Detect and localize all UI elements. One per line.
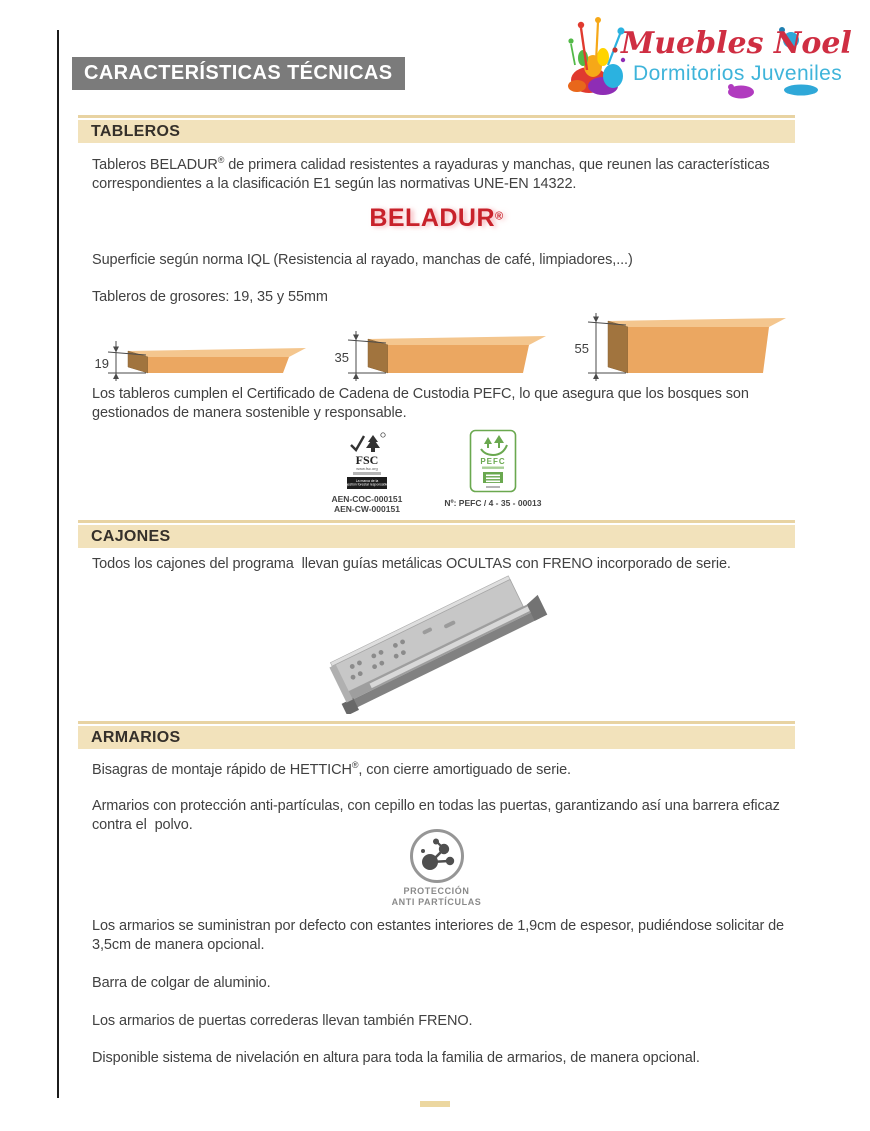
svg-text:PEFC: PEFC	[480, 456, 506, 466]
dimension-label-35: 35	[334, 349, 349, 365]
paragraph-sliding-doors: Los armarios de puertas correderas llevan también FRENO.	[92, 1012, 473, 1029]
paragraph-tableros-intro	[92, 151, 795, 194]
section-heading-armarios: ARMARIOS	[78, 726, 795, 749]
paragraph-particles: Armarios con protección anti-partículas, con cepillo en todas las puertas, garantizando así una barrera eficaz contra el polvo.	[92, 797, 784, 833]
paragraph-thickness: Tableros de grosores: 19, 35 y 55mm	[92, 288, 328, 305]
hettich-registered-mark: ®	[351, 759, 359, 770]
section-cajones-header	[78, 520, 795, 548]
pefc-logo	[444, 429, 541, 514]
fsc-caption-line2: AEN-CW-000151	[333, 503, 400, 514]
anti-particles-label	[392, 886, 482, 908]
drawer-slide-image	[317, 574, 557, 714]
svg-text:gestión forestal responsable: gestión forestal responsable	[345, 482, 389, 487]
dimension-label-19: 19	[94, 355, 109, 371]
certification-logos	[78, 429, 795, 514]
paragraph-hang-bar: Barra de colgar de aluminio.	[92, 974, 271, 991]
hinges-text-rest: , con cierre amortiguado de serie.	[358, 761, 571, 778]
hinges-text: Bisagras de montaje rápido de HETTICH	[92, 761, 352, 778]
board-35-image	[324, 307, 549, 383]
paragraph-cajones: Todos los cajones del programa llevan guías metálicas OCULTAS con FRENO incorporado de serie.	[92, 555, 731, 572]
board-diagrams	[78, 307, 795, 383]
paragraph-shelves: Los armarios se suministran por defecto con estantes interiores de 1,9cm de espesor, pudiéndose solicitar de 3,5cm de manera opcional.	[92, 917, 788, 953]
intro-text-rest: de primera calidad resistentes a rayaduras y manchas, que reunen las características correspondientes a la clasificación E1 según las normativas UNE-EN 14322.	[92, 156, 774, 192]
svg-text:www.fsc.org: www.fsc.org	[356, 465, 378, 471]
drawer-slide-figure	[78, 574, 795, 714]
paragraph-hinges	[92, 756, 795, 780]
beladur-wordmark: BELADUR	[369, 203, 496, 232]
section-rule	[78, 520, 795, 523]
svg-text:FSC: FSC	[355, 452, 379, 467]
dimension-label-55: 55	[574, 340, 589, 356]
anti-particles-badge	[78, 829, 795, 909]
intro-text: Tableros BELADUR	[92, 156, 218, 173]
paragraph-surface: Superficie según norma IQL (Resistencia al rayado, manchas de café, limpiadores,...)	[92, 251, 633, 268]
pefc-caption: Nº: PEFC / 4 - 35 - 00013	[444, 497, 542, 508]
left-margin-rule	[57, 30, 59, 1098]
footer-page-marker	[420, 1101, 450, 1107]
page-title: CARACTERÍSTICAS TÉCNICAS	[72, 57, 405, 90]
paragraph-leveling: Disponible sistema de nivelación en altura para toda la familia de armarios, de manera opcional.	[92, 1049, 700, 1066]
content-column	[78, 115, 795, 1068]
logo-name: Muebles Noel	[621, 26, 852, 61]
logo-subtitle: Dormitorios Juveniles	[633, 62, 843, 85]
registered-mark: ®	[217, 155, 225, 165]
fsc-caption	[332, 494, 403, 514]
board-19-image	[84, 307, 309, 383]
molecule-icon	[417, 836, 457, 876]
paragraph-pefc: Los tableros cumplen el Certificado de Cadena de Custodia PEFC, lo que asegura que los bosques son gestionados de manera sostenible y responsable.	[92, 385, 753, 421]
section-heading-cajones: CAJONES	[78, 525, 795, 548]
anti-particles-label-line2: ANTI PARTÍCULAS	[391, 896, 482, 907]
section-tableros-header	[78, 115, 795, 143]
beladur-registered-mark: ®	[495, 210, 504, 223]
section-rule	[78, 115, 795, 118]
board-55-image	[564, 307, 789, 383]
section-armarios-header	[78, 721, 795, 749]
beladur-logo	[78, 204, 795, 234]
section-rule	[78, 721, 795, 724]
fsc-logo	[332, 429, 403, 514]
fsc-caption-line1: AEN-COC-000151	[331, 493, 403, 504]
fsc-tree-icon	[344, 429, 390, 489]
section-heading-tableros: TABLEROS	[78, 120, 795, 143]
pefc-trees-icon	[469, 429, 517, 493]
svg-text:La marca de la: La marca de la	[355, 478, 379, 483]
brand-logo	[563, 10, 865, 106]
anti-particles-icon	[410, 829, 464, 883]
anti-particles-label-line1: PROTECCIÓN	[403, 885, 470, 896]
